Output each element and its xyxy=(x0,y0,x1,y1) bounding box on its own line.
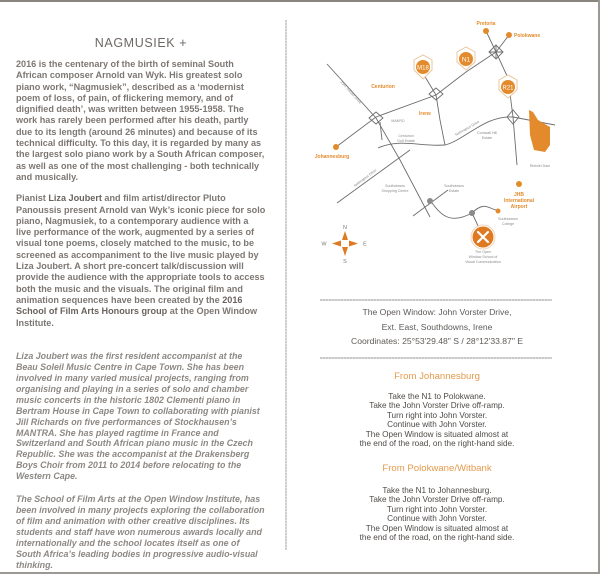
svg-text:Johannesburg: Johannesburg xyxy=(314,154,350,160)
svg-text:Southdowns: Southdowns xyxy=(444,184,464,188)
svg-text:Golf Estate: Golf Estate xyxy=(397,139,415,143)
svg-text:Window School of: Window School of xyxy=(468,255,498,259)
svg-text:M18: M18 xyxy=(417,65,429,72)
svg-text:Visual Communication: Visual Communication xyxy=(465,260,501,264)
svg-text:Polokwane: Polokwane xyxy=(514,33,541,39)
article-title: NAGMUSIEK + xyxy=(94,36,188,50)
svg-text:E: E xyxy=(363,241,367,248)
article-column xyxy=(16,36,266,583)
svg-text:N: N xyxy=(343,225,347,231)
shield-r21-icon xyxy=(499,75,517,98)
shield-m18-icon xyxy=(414,55,432,79)
svg-text:Centurion: Centurion xyxy=(398,134,414,138)
svg-text:Cornwall Hill: Cornwall Hill xyxy=(477,131,497,135)
svg-text:College: College xyxy=(501,222,515,226)
directions-heading-polokwane: From Polokwane/Witbank xyxy=(382,463,492,474)
svg-text:R21: R21 xyxy=(502,85,514,92)
shield-n1-icon xyxy=(457,47,475,70)
address-rule-top xyxy=(320,299,552,301)
coordinates: Coordinates: 25°53'29.48" S / 28°12'33.87" E xyxy=(350,336,524,346)
svg-text:W: W xyxy=(321,241,327,248)
place-labels xyxy=(339,80,550,264)
pianist-name: Liza Joubert xyxy=(48,193,102,204)
svg-text:Southdowns: Southdowns xyxy=(385,184,405,188)
svg-text:Centurion: Centurion xyxy=(371,84,395,90)
svg-text:Estate: Estate xyxy=(481,136,493,140)
city-labels xyxy=(315,21,541,210)
svg-text:International: International xyxy=(503,198,535,204)
performance-paragraph: Pianist Liza Joubert and film artist/director Pluto Panoussis present Arnold van Wyk’s iconic piece for solo piano, Nagmusiek, to a contemporary audience with a live performance of the work, augmented by a series of visual tone poems, closely matched to the music, to be screened as accompaniment to the live music played by Liza Joubert. A short pre-concert talk/discussion will provide the audience with the appropriate tools to access both the music and the visuals. The original film and animation sequences have been created by the 2016 School of Film Arts Honours group at the Open Window Institute. xyxy=(16,193,266,328)
svg-text:Southdowns: Southdowns xyxy=(498,217,518,221)
address-line-2: Ext. East, Southdowns, Irene xyxy=(381,321,493,332)
svg-text:The Open: The Open xyxy=(475,250,491,254)
rietvlei-dam-shape xyxy=(529,110,550,152)
address-line-1: The Open Window: John Vorster Drive, xyxy=(362,307,512,317)
directions-johannesburg: Take the N1 to Polokwane. Take the John Vorster Drive off-ramp. Turn right into John Vorster. Continue with John Vorster. The Open Window is situated almost at the end of the road, on the right-hand side. xyxy=(359,392,515,449)
location-map xyxy=(300,0,598,290)
pianist-bio: Liza Joubert was the first resident accompanist at the Beau Soleil Music Centre in Cape Town. She has been involved in many varied musical projects, ranging from organising and playing in a series of solo and chamber music concerts in the historic 1802 Clementi piano in Bertram House in Cape Town to collaborating with pianist Jill Richards on five performances of Stockhausen’s MANTRA. She has played ragtime in France and Switzerland and South African piano music in the Czech Republic. She was the accompanist at the Drakensberg Boys Choir from 2011 to 2014 before relocating to the Western Cape. xyxy=(16,350,260,482)
svg-text:Nellmapius Drive: Nellmapius Drive xyxy=(353,168,378,188)
svg-text:Rietvlei Dam: Rietvlei Dam xyxy=(529,164,551,168)
directions-polokwane: Take the N1 to Johannesburg. Take the John Vorster Drive off-ramp. Turn right into John Vorster. Continue with John Vorster. The Open Window is situated almost at the end of the road, on the right-hand side. xyxy=(359,486,515,543)
svg-text:N1: N1 xyxy=(461,56,471,64)
svg-text:Nellmapius Drive: Nellmapius Drive xyxy=(454,119,481,137)
compass-icon xyxy=(321,225,367,265)
directions-heading-johannesburg: From Johannesburg xyxy=(394,371,480,382)
svg-text:S: S xyxy=(343,259,347,265)
svg-text:Estate: Estate xyxy=(448,189,460,193)
address-block xyxy=(300,305,574,349)
svg-text:John Vorster Drive: John Vorster Drive xyxy=(339,79,363,105)
svg-text:Airport: Airport xyxy=(510,204,528,210)
svg-text:Pretoria: Pretoria xyxy=(476,21,496,27)
open-window-marker-icon xyxy=(471,225,495,249)
svg-text:MAKRO: MAKRO xyxy=(391,119,405,123)
svg-text:Shopping Centre: Shopping Centre xyxy=(381,189,409,193)
column-divider xyxy=(285,20,287,550)
directions-column xyxy=(300,0,598,574)
address-rule-bottom xyxy=(320,357,552,359)
svg-text:Irene: Irene xyxy=(419,111,431,117)
intro-paragraph: 2016 is the centenary of the birth of seminal South African composer Arnold van Wyk. His greatest solo piano work, “Nagmusiek”, described as a ‘modernist poem of loss, of pain, of flickering memory, and of dignified death’, was written between 1955-1958. The work has rarely been performed after his death, partly due to its length (around 26 minutes) and because of its technical difficulty. To this day, it is regarded by many as the largest solo piano work by a South African composer, as well as one of the most challenging - both technically and musically. xyxy=(16,59,265,182)
honours-group: 2016 School of Film Arts Honours group xyxy=(16,294,243,317)
svg-text:JHB: JHB xyxy=(513,192,525,198)
school-description: The School of Film Arts at the Open Window Institute, has been involved in many projects exploring the collaboration of film and animation with other creative disciplines. Its students and staff have won numerous awards locally and internationally and the school locates itself as one of South Africa’s leading bodies in progressive audio-visual thinking. xyxy=(16,494,265,570)
